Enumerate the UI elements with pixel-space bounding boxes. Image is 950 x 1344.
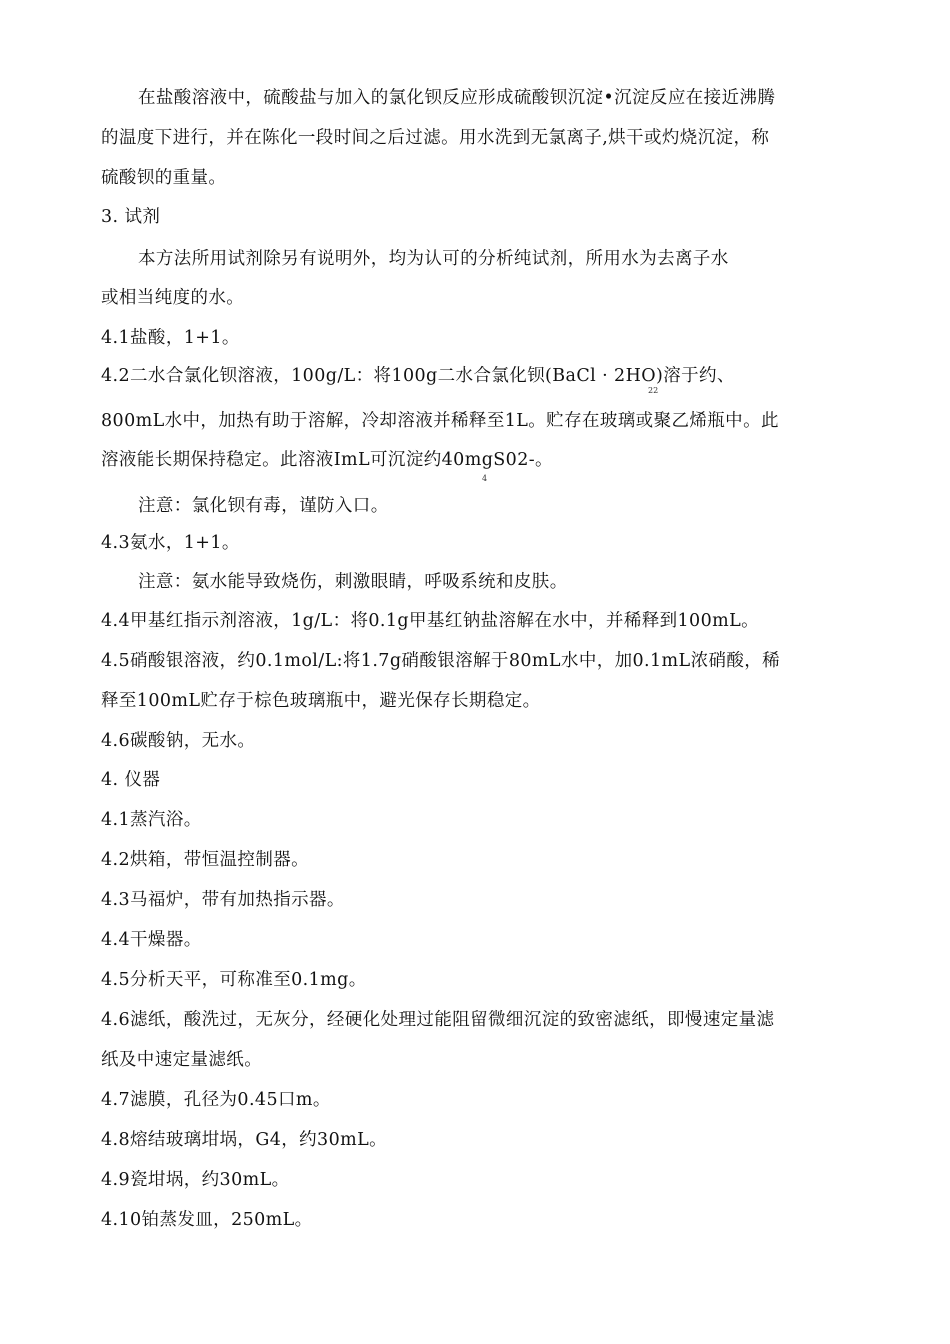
paragraph-line: 溶液能长期保持稳定。此溶液ImL可沉淀约40mgS02-。 (101, 450, 553, 470)
list-item: 4.2二水合氯化钡溶液，100g/L：将100g二水合氯化钡(BaCl · 2HO)溶于约、 (101, 366, 735, 386)
paragraph-line: 纸及中速定量滤纸。 (101, 1050, 263, 1070)
list-item: 4.3氨水，1+1。 (101, 533, 240, 553)
list-item: 4.9瓷坩埚，约30mL。 (101, 1170, 290, 1190)
subscript-note: 22 (648, 386, 659, 395)
subscript-note: 4 (482, 474, 488, 483)
paragraph-line: 的温度下进行，并在陈化一段时间之后过滤。用水洗到无氯离子,烘干或灼烧沉淀，称 (101, 128, 770, 148)
paragraph-line: 800mL水中，加热有助于溶解，冷却溶液并稀释至1L。贮存在玻璃或聚乙烯瓶中。此 (101, 411, 779, 431)
list-item: 4.7滤膜，孔径为0.45口m。 (101, 1090, 331, 1110)
note-line: 注意：氯化钡有毒，谨防入口。 (138, 496, 389, 516)
list-item: 4.4甲基红指示剂溶液，1g/L：将0.1g甲基红钠盐溶解在水中，并稀释到100mL。 (101, 611, 760, 631)
list-item: 4.6碳酸钠，无水。 (101, 731, 256, 751)
list-item: 4.5硝酸银溶液，约0.1mol/L:将1.7g硝酸银溶解于80mL水中，加0.1mL浓硝酸，稀 (101, 651, 781, 671)
list-item: 4.10铂蒸发皿，250mL。 (101, 1210, 313, 1230)
paragraph-line: 或相当纯度的水。 (101, 288, 245, 308)
note-line: 注意：氨水能导致烧伤，刺激眼睛，呼吸系统和皮肤。 (138, 572, 568, 592)
list-item: 4.3马福炉，带有加热指示器。 (101, 890, 345, 910)
paragraph-line: 释至100mL贮存于棕色玻璃瓶中，避光保存长期稳定。 (101, 691, 541, 711)
paragraph-line: 硫酸钡的重量。 (101, 168, 227, 188)
list-item: 4.6滤纸，酸洗过，无灰分，经硬化处理过能阻留微细沉淀的致密滤纸，即慢速定量滤 (101, 1010, 775, 1030)
list-item: 4.1蒸汽浴。 (101, 810, 202, 830)
list-item: 4.1盐酸，1+1。 (101, 328, 240, 348)
paragraph-line: 在盐酸溶液中，硫酸盐与加入的氯化钡反应形成硫酸钡沉淀•沉淀反应在接近沸腾 (138, 88, 776, 108)
list-item: 4.5分析天平，可称准至0.1mg。 (101, 970, 367, 990)
paragraph-line: 本方法所用试剂除另有说明外，均为认可的分析纯试剂，所用水为去离子水 (138, 249, 729, 269)
section-heading: 3. 试剂 (101, 207, 161, 227)
list-item: 4.4干燥器。 (101, 930, 202, 950)
list-item: 4.8熔结玻璃坩埚，G4，约30mL。 (101, 1130, 388, 1150)
section-heading: 4. 仪器 (101, 770, 161, 790)
list-item: 4.2烘箱，带恒温控制器。 (101, 850, 310, 870)
